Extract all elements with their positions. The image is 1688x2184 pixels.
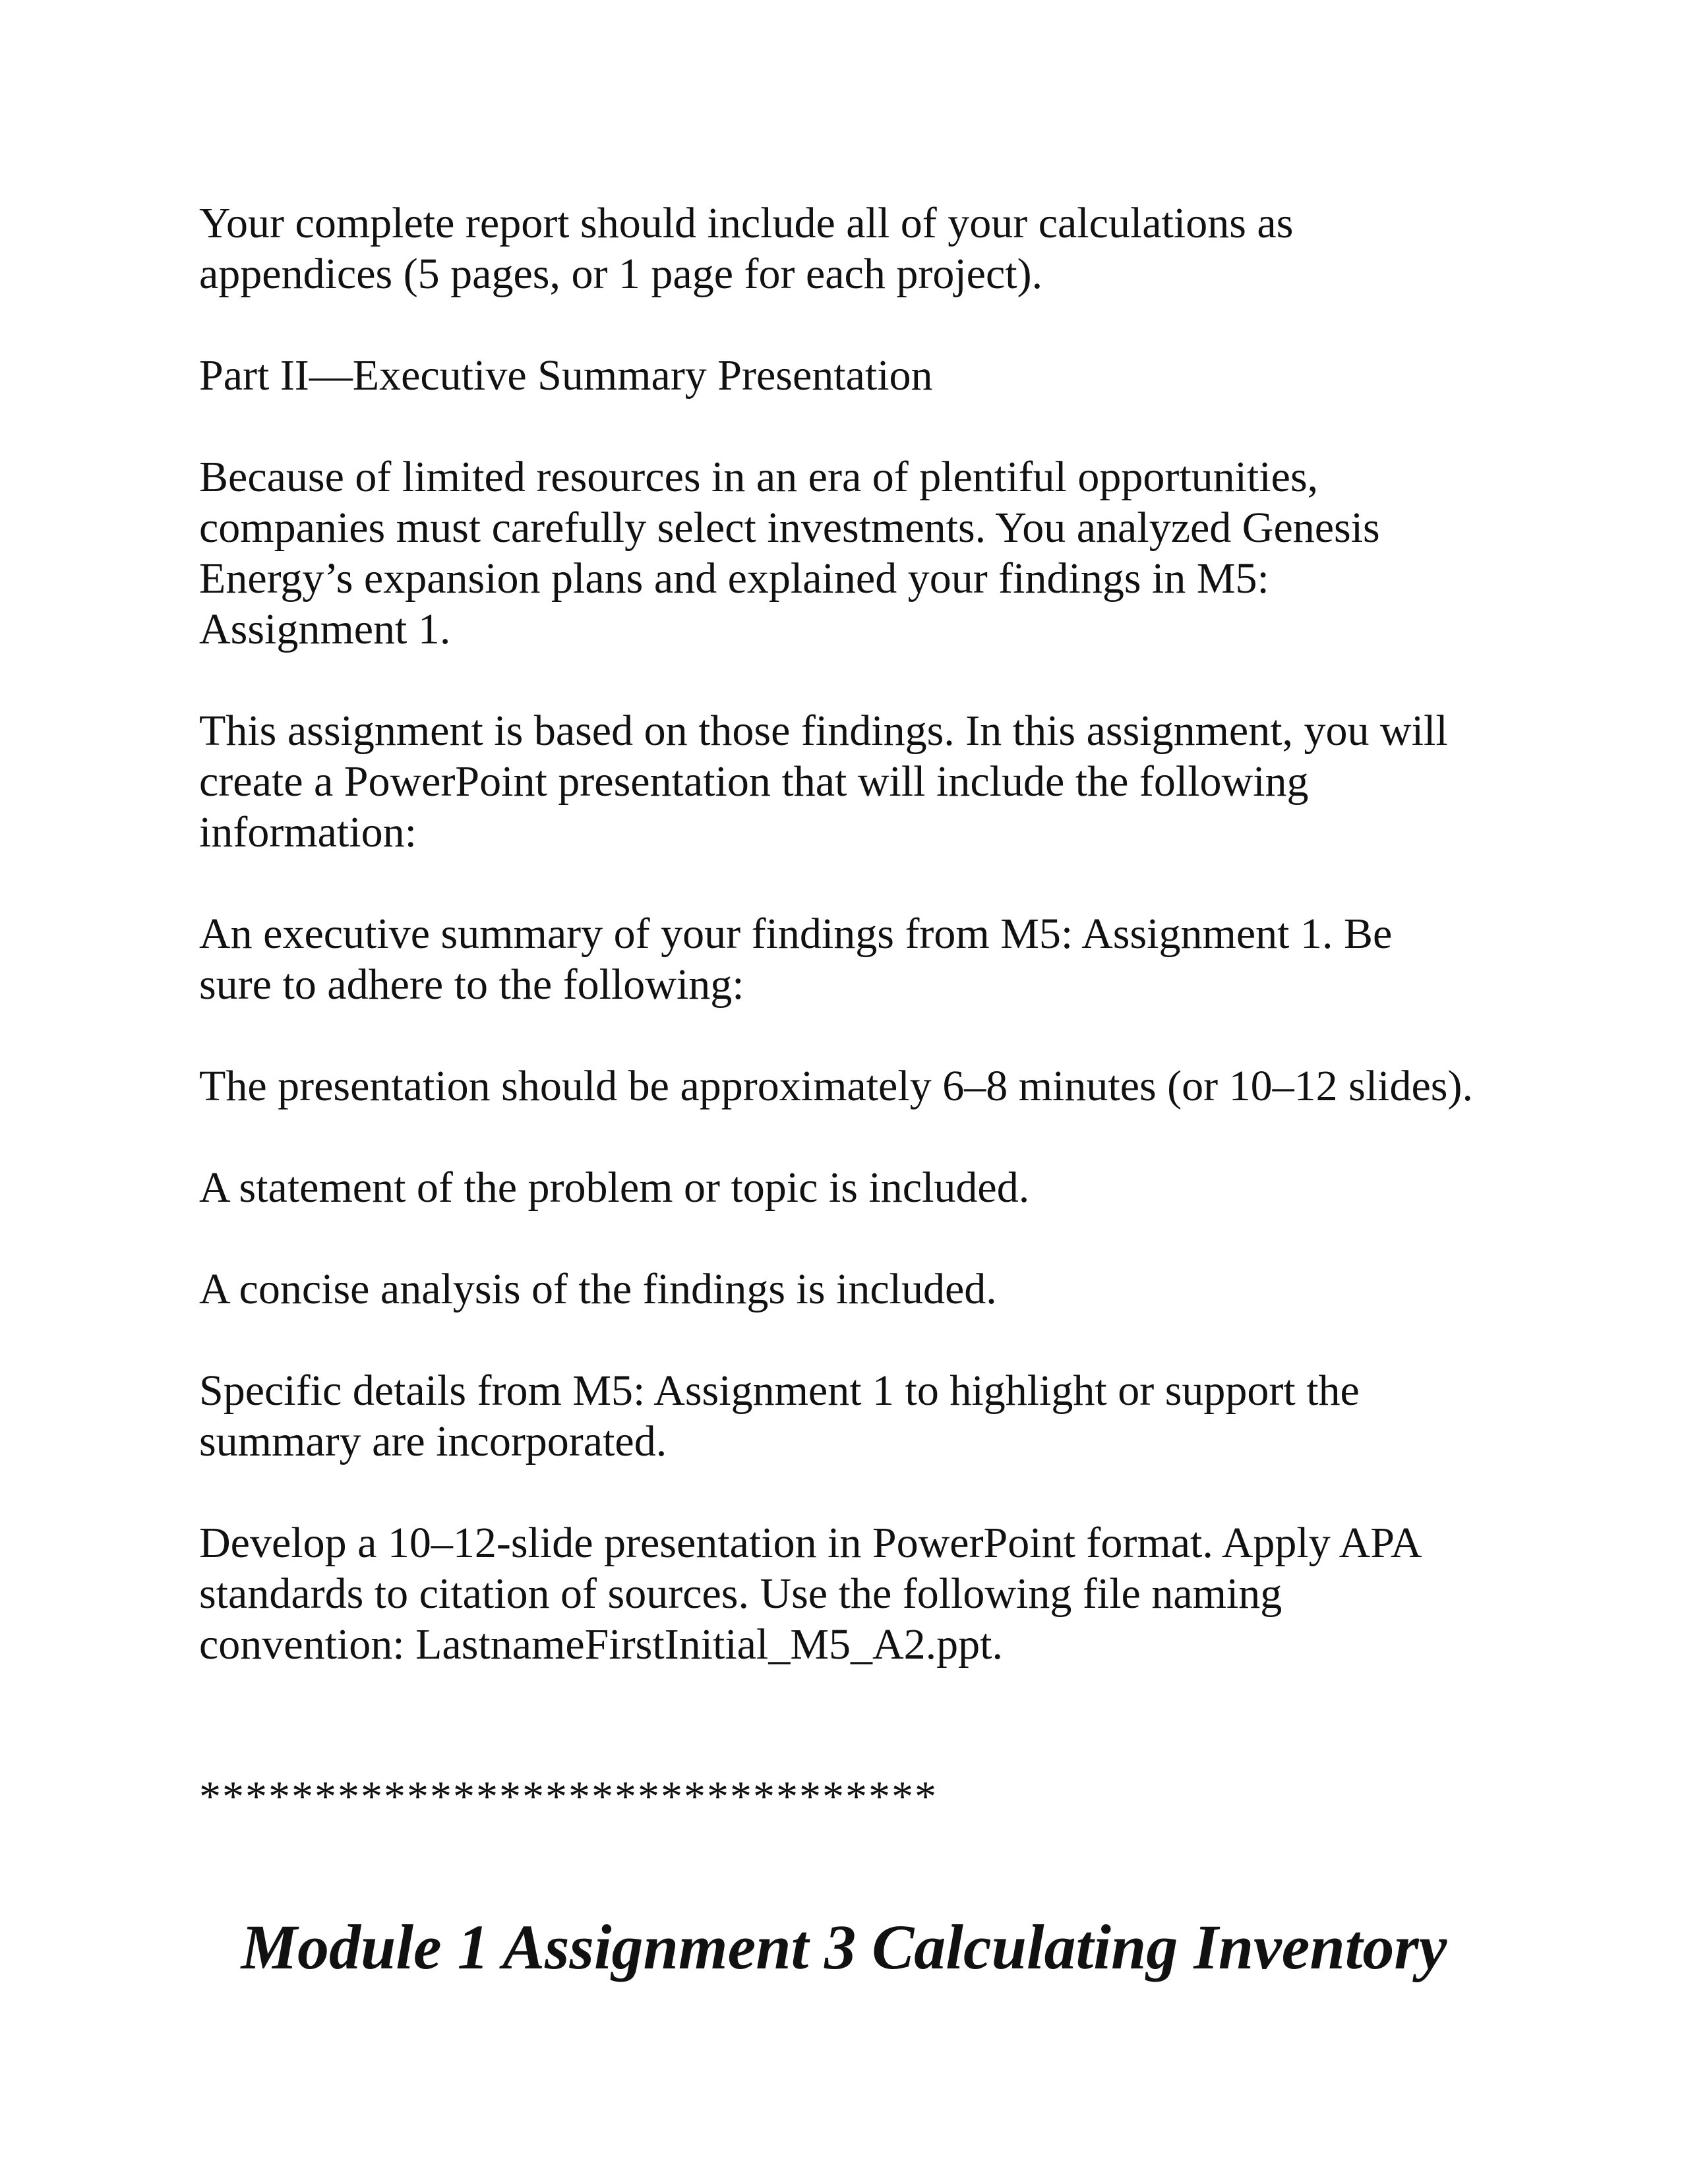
- text-line: A concise analysis of the findings is included.: [199, 1265, 997, 1313]
- text-line: standards to citation of sources. Use the following file naming: [199, 1570, 1282, 1618]
- text-line: create a PowerPoint presentation that will include the following: [199, 757, 1309, 806]
- requirement-problem-statement: [199, 1162, 1518, 1213]
- text-line: Develop a 10–12-slide presentation in PowerPoint format. Apply APA: [199, 1519, 1422, 1567]
- text-line: summary are incorporated.: [199, 1417, 667, 1465]
- paragraph-executive-summary: [199, 908, 1518, 1010]
- paragraph-limited-resources: [199, 452, 1518, 655]
- text-line: Part II—Executive Summary Presentation: [199, 351, 933, 399]
- text-line: Because of limited resources in an era of plentiful opportunities,: [199, 453, 1319, 501]
- requirement-concise-analysis: [199, 1264, 1518, 1314]
- paragraph-report-appendices: [199, 198, 1518, 299]
- requirement-duration: [199, 1061, 1518, 1111]
- text-line: The presentation should be approximately 6–8 minutes (or 10–12 slides).: [199, 1062, 1473, 1110]
- requirement-specific-details: [199, 1365, 1518, 1467]
- text-line: sure to adhere to the following:: [199, 960, 744, 1009]
- paragraph-develop-presentation: [199, 1518, 1518, 1670]
- text-line: Assignment 1.: [199, 605, 451, 653]
- text-line: Your complete report should include all of your calculations as: [199, 199, 1294, 247]
- separator-asterisks: ********************************: [199, 1773, 938, 1821]
- text-line: Energy’s expansion plans and explained your findings in M5:: [199, 554, 1269, 603]
- text-line: companies must carefully select investments. You analyzed Genesis: [199, 504, 1380, 552]
- text-line: information:: [199, 808, 417, 856]
- section-heading-part-ii: [199, 350, 1518, 401]
- text-line: convention: LastnameFirstInitial_M5_A2.ppt.: [199, 1620, 1004, 1668]
- module-heading: Module 1 Assignment 3 Calculating Inventory: [241, 1912, 1447, 1983]
- paragraph-assignment-basis: [199, 705, 1518, 858]
- text-line: appendices (5 pages, or 1 page for each project).: [199, 250, 1043, 298]
- text-line: An executive summary of your findings from M5: Assignment 1. Be: [199, 910, 1393, 958]
- text-line: Specific details from M5: Assignment 1 to highlight or support the: [199, 1367, 1360, 1415]
- document-body: [199, 198, 1518, 1822]
- text-line: This assignment is based on those findings. In this assignment, you will: [199, 707, 1448, 755]
- text-line: A statement of the problem or topic is included.: [199, 1164, 1030, 1212]
